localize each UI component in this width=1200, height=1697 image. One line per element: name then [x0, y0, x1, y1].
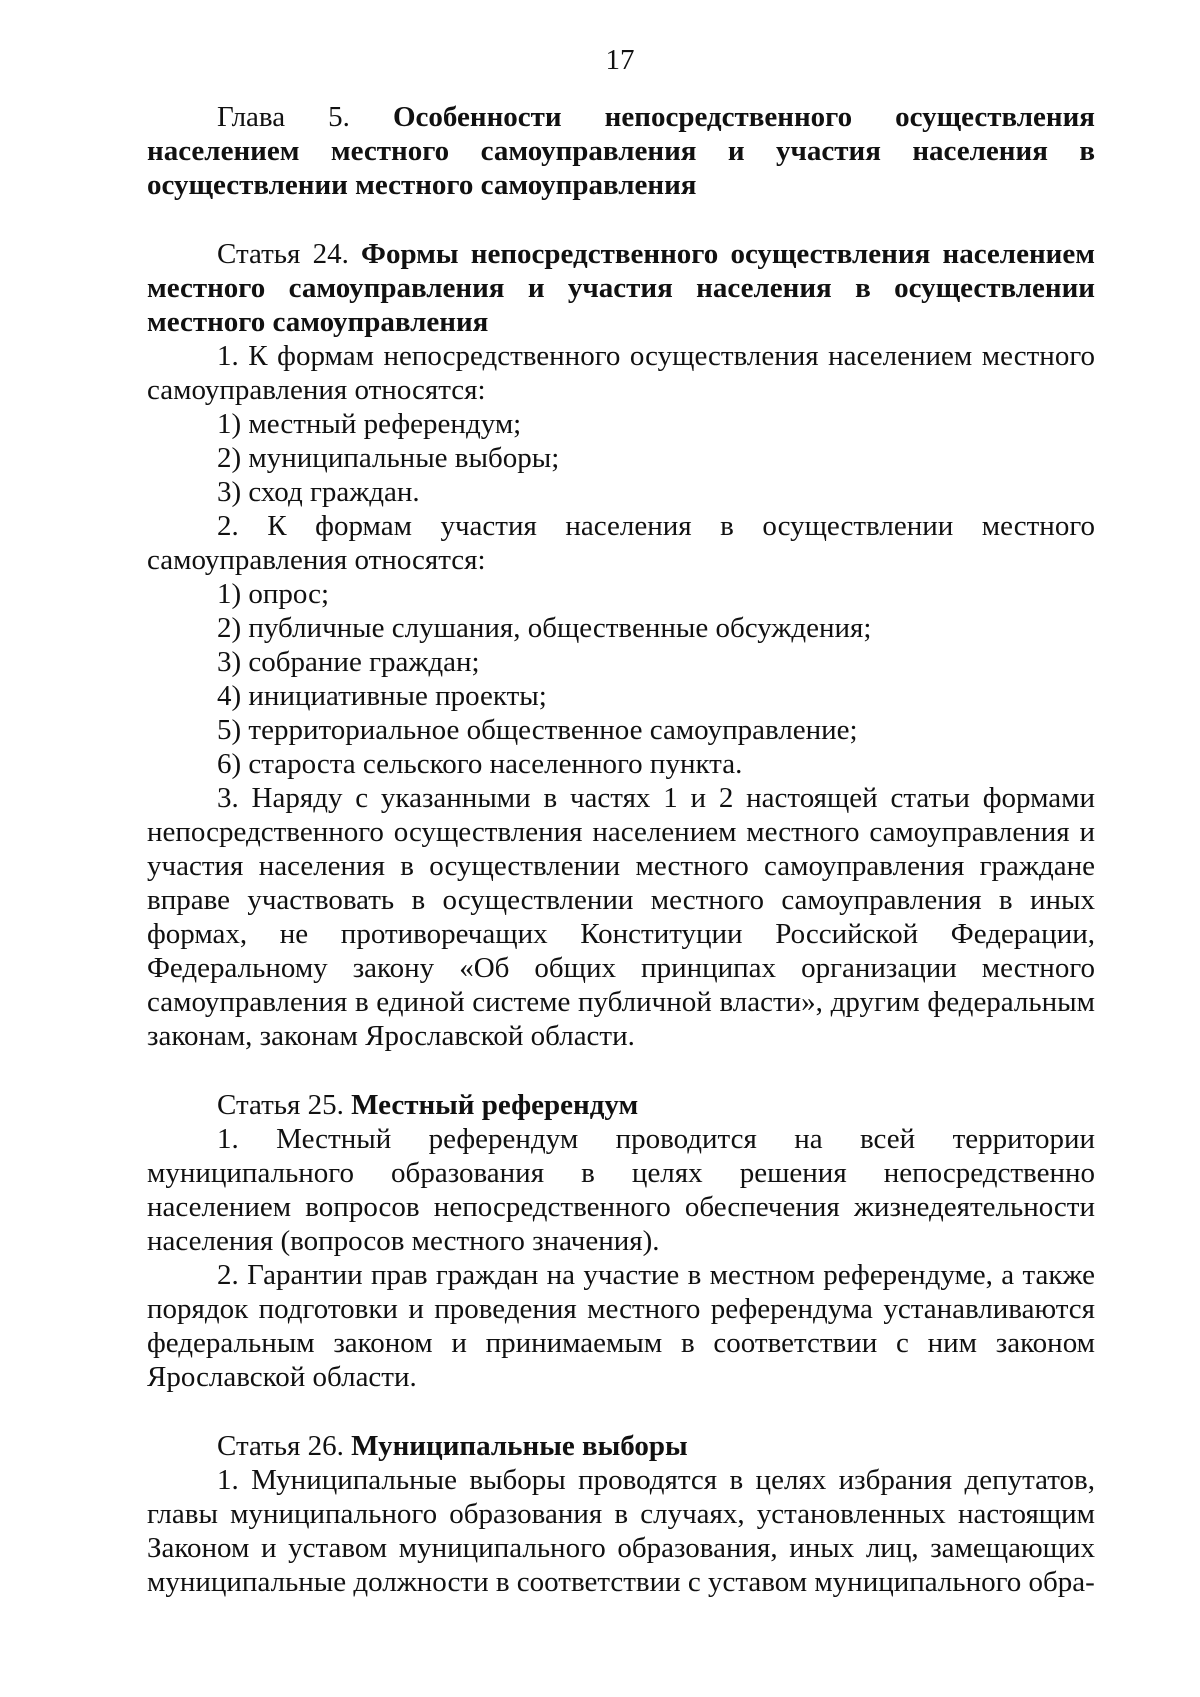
- list-item: 4) инициативные проекты;: [217, 680, 547, 712]
- chapter-title: Особенности непосредственного осуществления населением местного самоуправления и участия населения в осуществлении местного самоуправления: [147, 101, 1095, 201]
- article-24-heading: [147, 237, 1095, 339]
- article-26-lead: Статья 26.: [217, 1430, 344, 1462]
- article-26-part-1: 1. Муниципальные выборы проводятся в целях избрания депутатов, главы муниципального образования в случаях, установленных настоящим Законом и уставом муниципального образования, иных лиц, замещающих муниципальные должности в соответствии с уставом муниципального обра-: [147, 1464, 1095, 1598]
- article-24-part-3: 3. Наряду с указанными в частях 1 и 2 настоящей статьи формами непосредственного осуществления населением местного самоуправления и участия населения в осуществлении местного самоуправления граждане вправе участвовать в осуществлении местного самоуправления в иных формах, не противоречащих Конституции Российской Федерации, Федеральному закону «Об общих принципах организации местного самоуправления в единой системе публичной власти», другим федеральным законам, законам Ярославской области.: [147, 782, 1095, 1052]
- list-item: 1) опрос;: [217, 578, 330, 610]
- article-24-lead: Статья 24.: [217, 238, 349, 270]
- article-24-title: Формы непосредственного осуществления населением местного самоуправления и участия населения в осуществлении местного самоуправления: [147, 238, 1095, 338]
- list-item: 3) сход граждан.: [217, 476, 420, 508]
- list-item: 5) территориальное общественное самоуправление;: [217, 714, 858, 746]
- list-item: 1) местный референдум;: [217, 408, 522, 440]
- page-number: 17: [605, 44, 635, 76]
- list-item: 6) староста сельского населенного пункта.: [217, 748, 743, 780]
- article-24: [147, 237, 1095, 1053]
- article-26-title: Муниципальные выборы: [351, 1430, 688, 1462]
- article-25-title: Местный референдум: [351, 1089, 639, 1121]
- chapter-lead: Глава 5.: [217, 101, 350, 133]
- article-24-part-2: 2. К формам участия населения в осуществлении местного самоуправления относятся:: [147, 510, 1095, 576]
- article-26: [147, 1429, 1095, 1599]
- article-25-part-2: 2. Гарантии прав граждан на участие в местном референдуме, а также порядок подготовки и проведения местного референдума устанавливаются федеральным законом и принимаемым в соответствии с ним законом Ярославской области.: [147, 1259, 1095, 1393]
- list-item: 3) собрание граждан;: [217, 646, 480, 678]
- article-25-part-1: 1. Местный референдум проводится на всей территории муниципального образования в целях решения непосредственно населением вопросов непосредственного обеспечения жизнедеятельности населения (вопросов местного значения).: [147, 1123, 1095, 1257]
- article-26-heading: [147, 1429, 1095, 1463]
- list-item: 2) муниципальные выборы;: [217, 442, 560, 474]
- article-25-lead: Статья 25.: [217, 1089, 344, 1121]
- article-24-part-1: 1. К формам непосредственного осуществления населением местного самоуправления относятся:: [147, 340, 1095, 406]
- list-item: 2) публичные слушания, общественные обсуждения;: [217, 612, 872, 644]
- chapter-heading: [147, 100, 1095, 202]
- document-body: [147, 100, 1095, 1599]
- article-25-heading: [147, 1088, 1095, 1122]
- article-25: [147, 1088, 1095, 1394]
